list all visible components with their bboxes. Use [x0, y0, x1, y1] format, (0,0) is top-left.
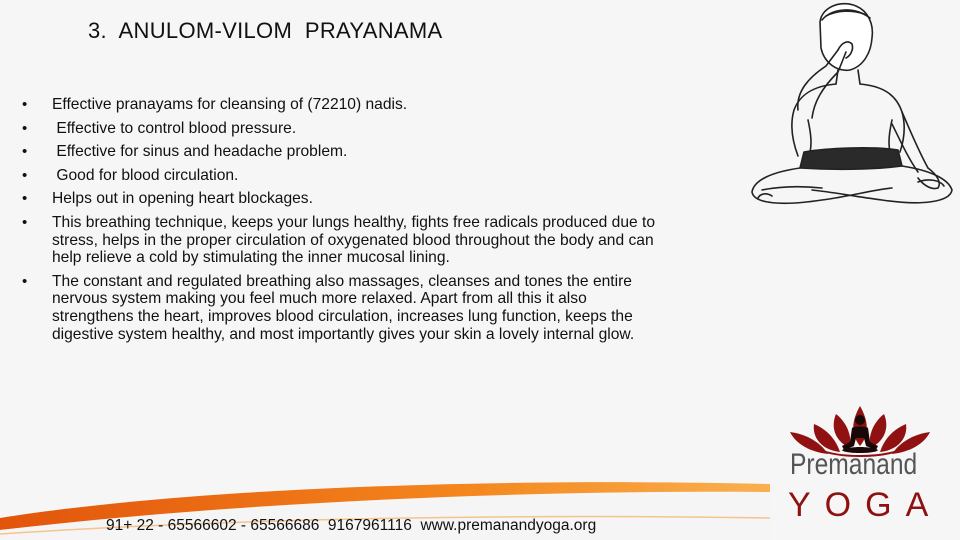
bullet-icon: •: [22, 119, 28, 137]
bullet-text: Good for blood circulation.: [52, 166, 239, 184]
bullet-item: [22, 214, 662, 267]
bullet-text: Effective pranayams for cleansing of (72210) nadis.: [52, 96, 408, 113]
slide-title: 3. ANULOM-VILOM PRAYANAMA: [88, 18, 443, 43]
yogi-illustration: [742, 0, 960, 210]
bullet-list: [22, 96, 662, 349]
bullet-item: [22, 143, 662, 161]
bullet-item: [22, 96, 662, 114]
bullet-icon: •: [22, 166, 28, 184]
footer-contact: 91+ 22 - 65566602 - 65566686 9167961116 www.premanandyoga.org: [106, 517, 597, 534]
brand-yoga: YOGA: [788, 486, 943, 524]
brand-name: Premanand: [790, 448, 918, 481]
bullet-item: [22, 190, 662, 208]
bullet-item: [22, 167, 662, 185]
bullet-text: Helps out in opening heart blockages.: [52, 190, 313, 208]
bullet-icon: •: [22, 272, 28, 290]
bullet-icon: •: [22, 213, 28, 231]
bullet-item: [22, 273, 662, 343]
bullet-item: [22, 120, 662, 138]
bullet-icon: •: [22, 96, 28, 113]
bullet-text: Effective for sinus and headache problem.: [52, 143, 348, 161]
bullet-text: Effective to control blood pressure.: [52, 119, 297, 137]
bullet-text: The constant and regulated breathing also massages, cleanses and tones the entire nervous system making you feel much more relaxed. Apart from all this it also strengthens the heart, improves blood circulation, increases lung function, keeps the digestive system healthy, and most importantly gives your skin a lovely internal glow.: [52, 272, 638, 343]
bullet-text: This breathing technique, keeps your lungs healthy, fights free radicals produced due to stress, helps in the proper circulation of oxygenated blood throughout the body and can help relieve a cold by stimulating the inner mucosal lining.: [52, 213, 660, 267]
bullet-icon: •: [22, 190, 28, 208]
bullet-icon: •: [22, 143, 28, 161]
